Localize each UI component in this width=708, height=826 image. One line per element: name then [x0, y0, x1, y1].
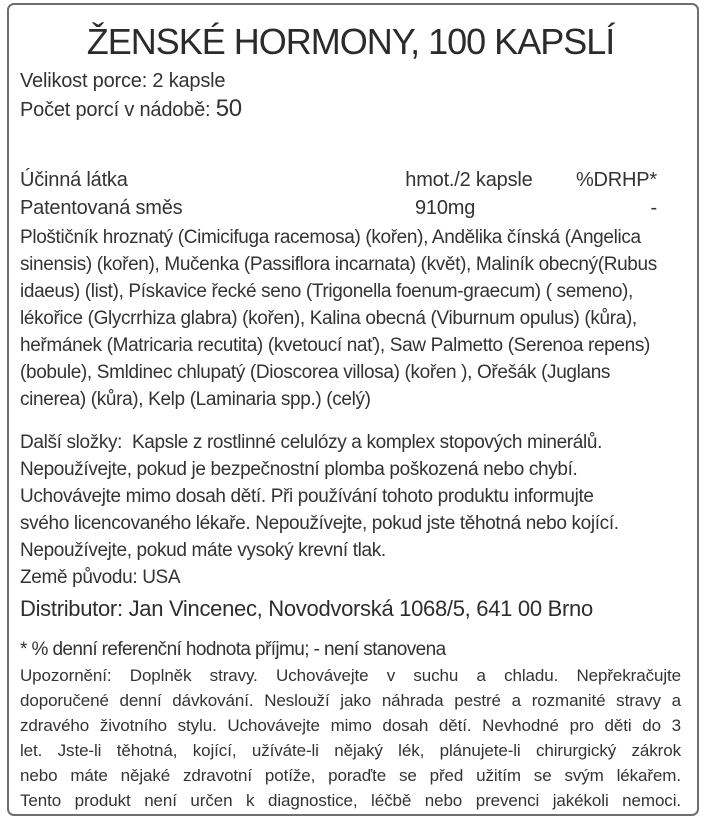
facts-cell-amount: 910mg — [415, 197, 476, 219]
serving-info — [20, 67, 681, 124]
product-title: ŽENSKÉ HORMONY, 100 KAPSLÍ — [86, 21, 615, 62]
servings-per-container — [20, 95, 681, 124]
servings-per-container-label: Počet porcí v nádobě: — [20, 99, 216, 121]
facts-cell-drhp: - — [650, 197, 657, 219]
facts-row-proprietary-blend — [20, 194, 681, 222]
facts-header-row — [20, 166, 681, 194]
supplement-facts-table — [20, 166, 681, 222]
servings-per-container-value: 50 — [215, 95, 242, 122]
drhp-footnote: * % denní referenční hodnota příjmu; - není stanovena — [20, 639, 446, 660]
other-ingredients-and-warnings: Další složky: Kapsle z rostlinné celulózy a komplex stopových minerálů. Nepoužívejte, pokud je bezpečnostní plomba poškozená nebo chybí. Uchovávejte mimo dosah dětí. Při používání tohoto produktu informujte svého licencovaného lékaře. Nepoužívejte, pokud jste těhotná nebo kojící. Nepoužívejte, pokud máte vysoký krevní tlak. Země původu: USA — [20, 432, 619, 588]
supplement-label — [7, 3, 699, 816]
distributor-line: Distributor: Jan Vincenec, Novodvorská 1068/5, 641 00 Brno — [20, 596, 593, 621]
facts-header-amount: hmot./2 kapsle — [405, 169, 533, 191]
serving-size: Velikost porce: 2 kapsle — [20, 70, 226, 92]
ingredients-paragraph: Ploštičník hroznatý (Cimicifuga racemosa) (kořen), Andělika čínská (Angelica sinensis) (kořen), Mučenka (Passiflora incarnata) (květ), Maliník obecný(Rubus idaeus) (list), Pískavice řecké seno (Trigonella foenum-graecum) ( semeno), lékořice (Glycrrhiza glabra) (kořen), Kalina obecná (Viburnum opulus) (kůra), heřmánek (Matricaria recutita) (kvetoucí nať), Saw Palmetto (Serenoa repens) (bobule), Smldinec chlupatý (Dioscorea villosa) (kořen ), Ořešák (Juglans cinerea) (kůra), Kelp (Laminaria spp.) (celý) — [20, 227, 657, 410]
facts-cell-name: Patentovaná směs — [20, 197, 183, 219]
facts-header-active-substance: Účinná látka — [20, 169, 128, 191]
disclaimer-paragraph: Upozornění: Doplněk stravy. Uchovávejte v suchu a chladu. Nepřekračujte doporučené denní dávkování. Neslouží jako náhrada pestré a rozmanité stravy a zdravého životního stylu. Uchovávejte mimo dosah dětí. Nevhodné pro děti do 3 let. Jste-li těhotná, kojící, užíváte-li nějaký lék, plánujete-li chirurgický zákrok nebo máte nějaké zdravotní potíže, poraďte se před užitím se svým lékařem. Tento produkt není určen k diagnostice, léčbě nebo prevenci jakékoli nemoci. — [20, 666, 681, 810]
facts-header-drhp: %DRHP* — [575, 169, 657, 191]
